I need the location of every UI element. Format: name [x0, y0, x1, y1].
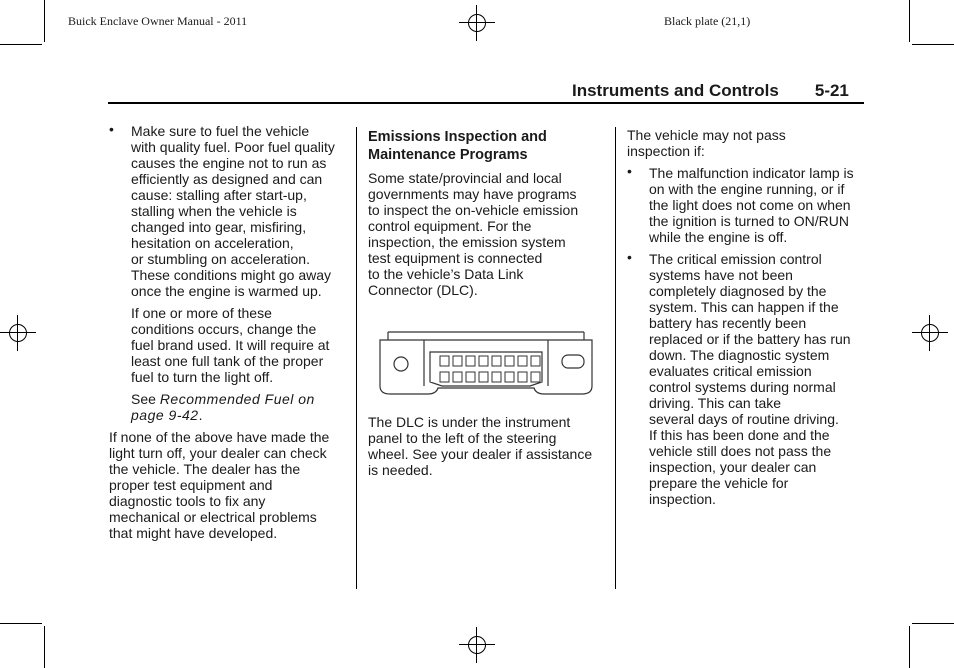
page-number: 5-21: [814, 81, 849, 100]
text-line: light turn off, your dealer can check: [109, 445, 327, 461]
text-line: Connector (DLC).: [368, 282, 478, 298]
text-line: control equipment. For the: [368, 218, 532, 234]
text-line: several days of routine driving.: [649, 411, 839, 427]
print-header-left: Buick Enclave Owner Manual - 2011: [68, 14, 248, 28]
text-line: completely diagnosed by the: [649, 283, 827, 299]
bullet-mark: •: [627, 249, 632, 265]
text-line: control systems during normal: [649, 379, 836, 395]
text-line: test equipment is connected: [368, 250, 543, 266]
text-line: to inspect the on-vehicle emission: [368, 202, 579, 218]
dlc-connector-illustration: [378, 322, 594, 408]
dlc-location-paragraph: [368, 414, 606, 478]
emission-systems-bullet: [627, 251, 865, 507]
text-line: that might have developed.: [109, 525, 278, 541]
column-3: [627, 127, 865, 507]
text-line: with quality fuel. Poor fuel quality: [131, 139, 335, 155]
text-line: If this has been done and the: [649, 427, 830, 443]
text-line: the ignition is turned to ON/RUN: [649, 213, 849, 229]
text-line: fuel brand used. It will require at: [131, 337, 330, 353]
text-line: system. This can happen if the: [649, 299, 839, 315]
text-fragment: See: [131, 391, 160, 407]
text-line: the light does not come on when: [649, 197, 851, 213]
text-line: inspection, your dealer can: [649, 459, 817, 475]
text-line: wheel. See your dealer if assistance: [368, 446, 593, 462]
text-line: vehicle still does not pass the: [649, 443, 832, 459]
text-line: to the vehicle’s Data Link: [368, 266, 524, 282]
text-line: while the engine is off.: [649, 229, 788, 245]
text-line: inspection.: [649, 491, 716, 507]
text-line: cause: stalling after start-up,: [131, 187, 307, 203]
fuel-quality-bullet: [109, 123, 345, 299]
column-2: [368, 128, 606, 478]
text-line: inspection, the emission system: [368, 234, 566, 250]
text-line: down. The diagnostic system: [649, 347, 830, 363]
malfunction-lamp-bullet: [627, 165, 865, 245]
registration-mark-bottom: [459, 627, 495, 663]
dealer-check-paragraph: [109, 429, 345, 541]
text-line: These conditions might go away: [131, 267, 331, 283]
text-line: changed into gear, misfiring,: [131, 219, 307, 235]
heading-line: Maintenance Programs: [368, 147, 528, 163]
text-fragment: .: [198, 407, 203, 423]
text-line: If none of the above have made the: [109, 429, 330, 445]
column-divider-2: [615, 127, 616, 589]
text-line: prepare the vehicle for: [649, 475, 789, 491]
section-title: Instruments and Controls: [572, 81, 779, 100]
text-line: stalling when the vehicle is: [131, 203, 297, 219]
text-line: mechanical or electrical problems: [109, 509, 317, 525]
registration-mark-left: [0, 315, 36, 351]
heading-line: Emissions Inspection and: [368, 129, 547, 145]
text-line: The vehicle may not pass: [627, 127, 786, 143]
column-divider-1: [356, 127, 357, 589]
text-line: The malfunction indicator lamp is: [649, 165, 854, 181]
text-line: proper test equipment and: [109, 477, 273, 493]
text-line: causes the engine not to run as: [131, 155, 327, 171]
text-line: the vehicle. The dealer has the: [109, 461, 301, 477]
emissions-paragraph: [368, 170, 606, 298]
registration-mark-right: [912, 315, 948, 351]
registration-mark-top: [459, 5, 495, 41]
see-reference: [109, 391, 345, 423]
text-line: If one or more of these: [131, 305, 272, 321]
print-header-right: Black plate (21,1): [664, 14, 751, 28]
text-line: once the engine is warmed up.: [131, 283, 322, 299]
text-line: inspection if:: [627, 143, 705, 159]
text-line: systems have not been: [649, 267, 793, 283]
text-line: driving. This can take: [649, 395, 782, 411]
text-line: is needed.: [368, 462, 433, 478]
text-line: diagnostic tools to fix any: [109, 493, 266, 509]
text-line: Make sure to fuel the vehicle: [131, 123, 310, 139]
text-line: or stumbling on acceleration.: [131, 251, 310, 267]
text-line: on with the engine running, or if: [649, 181, 845, 197]
text-line: Some state/provincial and local: [368, 170, 562, 186]
bullet-mark: •: [627, 163, 632, 179]
text-line: The critical emission control: [649, 251, 822, 267]
text-line: replaced or if the battery has run: [649, 331, 851, 347]
text-line: fuel to turn the light off.: [131, 369, 274, 385]
recommended-fuel-page-link[interactable]: page 9-42: [131, 407, 199, 423]
header-rule: [108, 102, 864, 104]
column-1: [109, 123, 345, 541]
bullet-mark: •: [109, 121, 114, 137]
text-line: efficiently as designed and can: [131, 171, 323, 187]
inspection-intro: [627, 127, 865, 159]
fuel-brand-paragraph: [109, 305, 345, 385]
section-header: [572, 81, 849, 101]
text-line: hesitation on acceleration,: [131, 235, 294, 251]
emissions-heading: [368, 128, 606, 164]
text-line: least one full tank of the proper: [131, 353, 324, 369]
recommended-fuel-link[interactable]: Recommended Fuel on: [159, 391, 315, 407]
text-line: evaluates critical emission: [649, 363, 812, 379]
text-line: panel to the left of the steering: [368, 430, 557, 446]
text-line: governments may have programs: [368, 186, 577, 202]
text-line: conditions occurs, change the: [131, 321, 317, 337]
text-line: battery has recently been: [649, 315, 807, 331]
text-line: The DLC is under the instrument: [368, 414, 571, 430]
